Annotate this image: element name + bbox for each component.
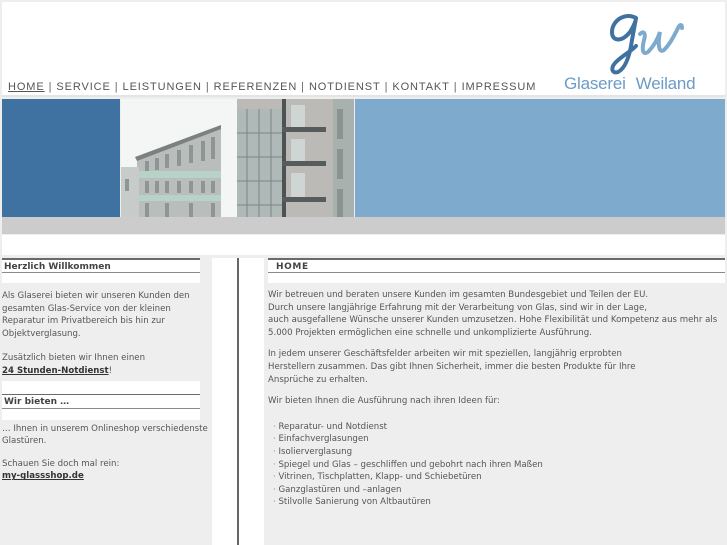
main-content: [268, 258, 725, 509]
nav-impressum[interactable]: IMPRESSUM: [461, 81, 537, 93]
nav-home[interactable]: HOME: [8, 81, 45, 93]
nav-referenzen[interactable]: REFERENZEN: [213, 81, 298, 93]
banner-light-panel: [355, 99, 725, 217]
logo-word-glaserei: Glaserei: [564, 74, 626, 93]
offer-box: [2, 381, 208, 483]
logo-text: [564, 74, 695, 94]
nav-kontakt[interactable]: KONTAKT: [392, 81, 450, 93]
banner: [2, 99, 725, 217]
shop-text: [2, 458, 200, 483]
header-divider: [2, 95, 725, 97]
welcome-box: [2, 258, 200, 378]
services-intro: Wir bieten Ihnen die Ausführung nach ihren Ideen für:: [268, 396, 500, 407]
nav-service[interactable]: SERVICE: [56, 81, 111, 93]
nav-notdienst[interactable]: NOTDIENST: [308, 81, 381, 93]
banner-white-bar: [2, 235, 725, 255]
intro-line: auch ausgefallene Wünsche unserer Kunden umzusetzen. Hohe Flexibilität und Kompetenz aus mehr als: [268, 315, 718, 326]
intro-line: 5.000 Projekten ermöglichen eine schnelle und unkomplizierte Ausführung.: [268, 327, 592, 338]
building-photo: [121, 99, 354, 217]
nav-separator: |: [384, 81, 389, 93]
nav-separator: |: [114, 81, 119, 93]
offer-title: Wir bieten …: [2, 394, 200, 409]
service-item: · Spiegel und Glas – geschliffen und gebohrt nach ihren Maßen: [273, 459, 725, 472]
left-sidebar: [2, 258, 208, 483]
service-item: · Stilvolle Sanierung von Altbautüren: [273, 496, 725, 509]
box-spacer: [268, 273, 725, 283]
gw-monogram-icon: [606, 10, 686, 76]
shop-link[interactable]: my-glassshop.de: [2, 471, 84, 482]
intro-line: Wir betreuen und beraten unsere Kunden im gesamten Bundesgebiet und Teilen der EU.: [268, 290, 649, 300]
nav-separator: |: [453, 81, 458, 93]
nav-separator: |: [48, 81, 53, 93]
partners-paragraph: [268, 348, 725, 386]
service-item: · Ganzglastüren und –anlagen: [273, 484, 725, 497]
nav-leistungen[interactable]: LEISTUNGEN: [122, 81, 202, 93]
column-separator-line: [237, 258, 239, 545]
service-item: · Vitrinen, Tischplatten, Klapp- und Schiebetüren: [273, 471, 725, 484]
emergency-prefix: Zusätzlich bieten wir Ihnen einen: [2, 353, 146, 364]
service-item: · Einfachverglasungen: [273, 433, 725, 446]
service-item: · Isolierverglasung: [273, 446, 725, 459]
emergency-service-link[interactable]: 24 Stunden-Notdienst: [2, 365, 109, 376]
box-spacer: [2, 381, 200, 394]
services-list: [273, 421, 725, 509]
header: [2, 2, 725, 97]
box-spacer: [2, 273, 200, 283]
main-nav: [8, 81, 536, 93]
partners-line: Ansprüche zu erhalten.: [268, 374, 368, 385]
logo[interactable]: [562, 10, 727, 98]
building-illustration: [121, 99, 354, 217]
main-title: HOME: [268, 258, 725, 273]
box-spacer: [2, 409, 200, 420]
banner-dark-panel: [2, 99, 120, 217]
service-item: · Reparatur- und Notdienst: [273, 421, 725, 434]
shop-prompt: Schauen Sie doch mal rein:: [2, 458, 120, 469]
offer-text: … Ihnen in unserem Onlineshop verschiedenste Glastüren.: [2, 423, 208, 447]
welcome-title: Herzlich Willkommen: [2, 258, 200, 273]
partners-line: In jedem unserer Geschäftsfelder arbeiten wir mit speziellen, langjährig erprobten: [268, 349, 622, 360]
welcome-intro: Als Glaserei bieten wir unseren Kunden den gesamten Glas-Service von der kleinen Reparatur im Privatbereich bis hin zur Objektverglasung.: [2, 291, 190, 339]
intro-paragraph: [268, 289, 725, 339]
nav-separator: |: [205, 81, 210, 93]
banner-gray-bar: [2, 217, 725, 234]
partners-line: Herstellern zusammen. Das gibt Ihnen Sicherheit, immer die besten Produkte für Ihre: [268, 361, 636, 372]
nav-separator: |: [301, 81, 305, 93]
emergency-text: [2, 352, 200, 377]
intro-line: Durch unsere langjährige Erfahrung mit der Verarbeitung von Glas, sind wir in der Lage,: [268, 302, 648, 313]
emergency-suffix: !: [108, 365, 113, 376]
logo-word-weiland: Weiland: [635, 74, 696, 93]
